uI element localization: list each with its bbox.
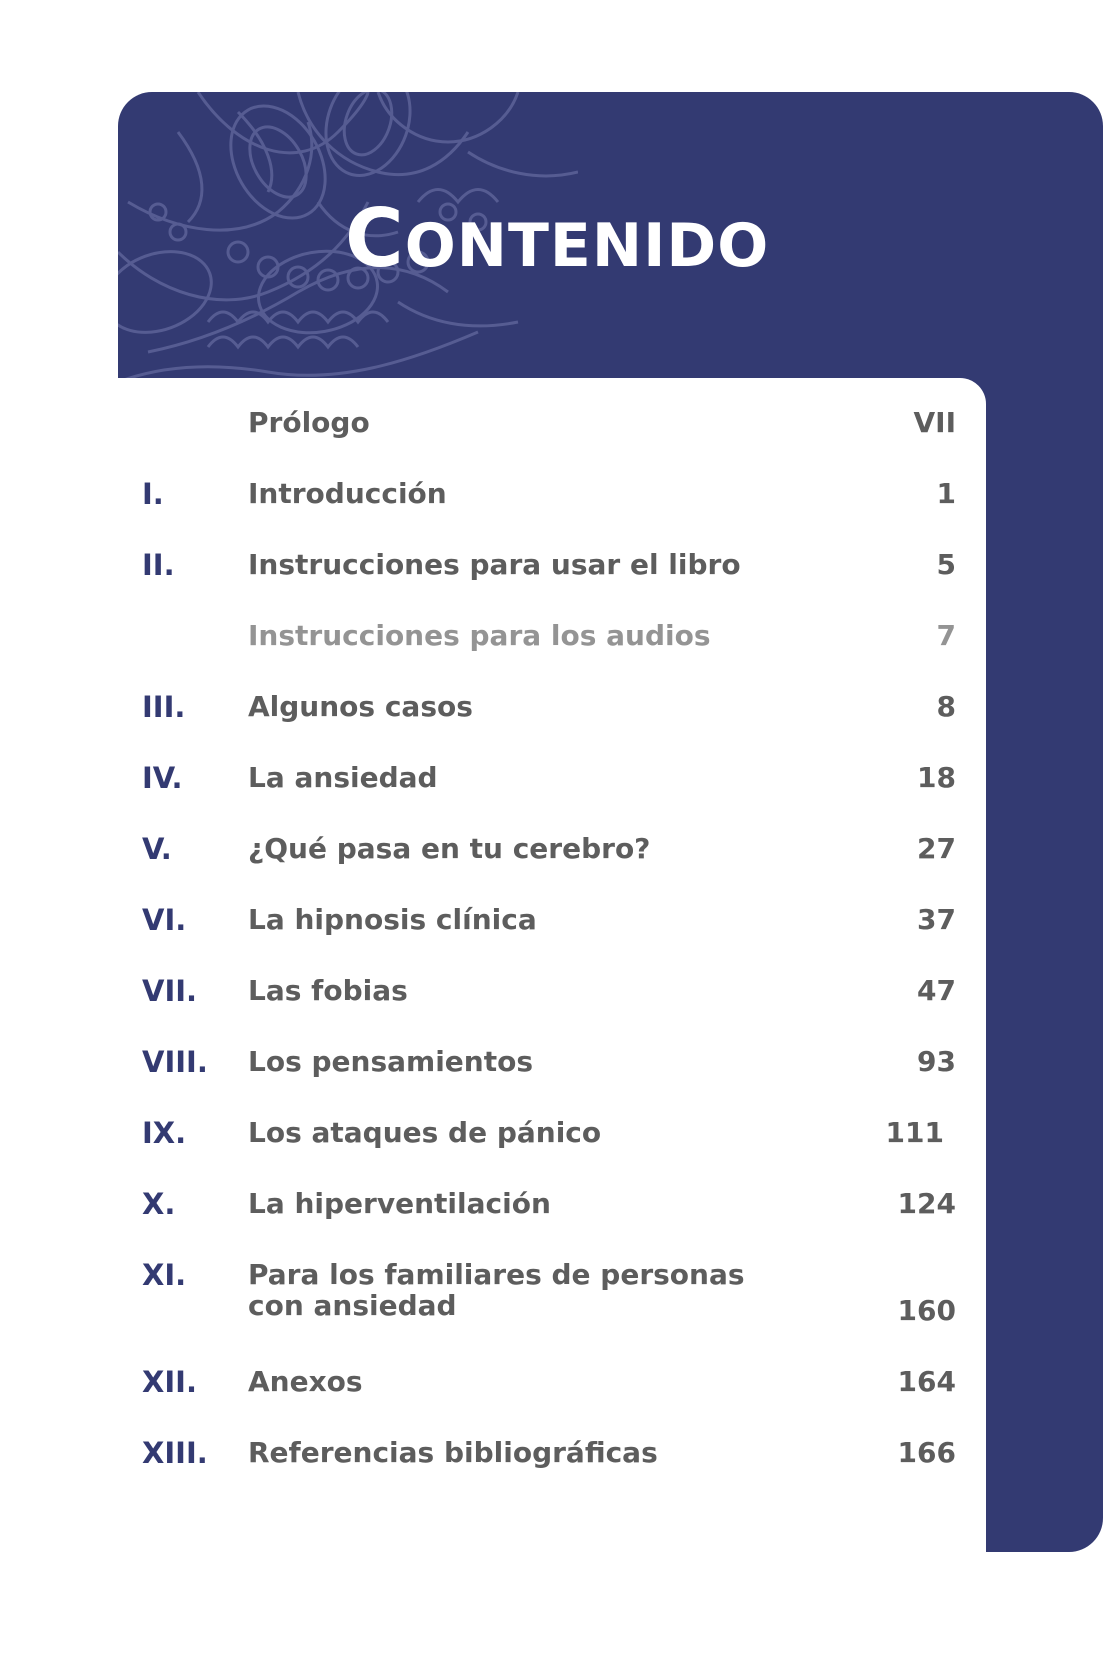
toc-item[interactable] [118, 548, 986, 588]
chapter-number: X. [142, 1187, 176, 1221]
chapter-title: La hiperventilación [248, 1187, 551, 1220]
toc-item[interactable] [118, 619, 986, 659]
toc-item[interactable] [118, 903, 986, 943]
page-number: 37 [917, 903, 956, 936]
toc-item[interactable] [118, 690, 986, 730]
chapter-number: VII. [142, 974, 198, 1008]
title-rest: ONTENIDO [404, 211, 770, 281]
toc-item[interactable] [118, 974, 986, 1014]
toc-item[interactable] [118, 1045, 986, 1085]
chapter-title: Instrucciones para usar el libro [248, 548, 741, 581]
chapter-number: VIII. [142, 1045, 208, 1079]
chapter-title: Instrucciones para los audios [248, 619, 711, 652]
toc-item[interactable] [118, 406, 986, 446]
page-number: VII [913, 406, 956, 439]
chapter-title: Anexos [248, 1365, 363, 1398]
page-number: 18 [917, 761, 956, 794]
chapter-title: Introducción [248, 477, 447, 510]
page-number: 166 [897, 1436, 956, 1469]
chapter-title: Referencias bibliográficas [248, 1436, 658, 1469]
page-number: 160 [897, 1294, 956, 1327]
chapter-title [248, 1258, 745, 1322]
toc-item[interactable] [118, 832, 986, 872]
chapter-title: Algunos casos [248, 690, 473, 723]
chapter-number: XIII. [142, 1436, 208, 1470]
page-number: 1 [936, 477, 956, 510]
chapter-number: XI. [142, 1258, 187, 1292]
chapter-title: La hipnosis clínica [248, 903, 537, 936]
chapter-title-line2: con ansiedad [248, 1289, 457, 1322]
page-title [345, 192, 769, 285]
chapter-number: XII. [142, 1365, 197, 1399]
toc-item[interactable] [118, 1187, 986, 1227]
chapter-title: Prólogo [248, 406, 370, 439]
chapter-title: ¿Qué pasa en tu cerebro? [248, 832, 651, 865]
toc-item[interactable] [118, 1436, 986, 1476]
toc-item[interactable] [118, 1116, 986, 1156]
chapter-number: VI. [142, 903, 187, 937]
chapter-title-line1: Para los familiares de personas [248, 1258, 745, 1291]
page-number: 7 [936, 619, 956, 652]
chapter-number: V. [142, 832, 172, 866]
page-number: 8 [936, 690, 956, 723]
chapter-title: Los pensamientos [248, 1045, 534, 1078]
page-number: 124 [897, 1187, 956, 1220]
toc-item[interactable] [118, 761, 986, 801]
page-number: 47 [917, 974, 956, 1007]
page-number: 27 [917, 832, 956, 865]
chapter-number: III. [142, 690, 186, 724]
chapter-title: Las fobias [248, 974, 408, 1007]
page-number: 111 [885, 1116, 944, 1149]
chapter-title: Los ataques de pánico [248, 1116, 602, 1149]
title-initial: C [345, 192, 405, 285]
chapter-number: I. [142, 477, 164, 511]
toc-card [118, 378, 986, 1554]
toc-item[interactable] [118, 1365, 986, 1405]
chapter-number: II. [142, 548, 175, 582]
page-number: 164 [897, 1365, 956, 1398]
chapter-number: IV. [142, 761, 183, 795]
page-number: 93 [917, 1045, 956, 1078]
page-number: 5 [936, 548, 956, 581]
toc-item[interactable] [118, 477, 986, 517]
chapter-title: La ansiedad [248, 761, 438, 794]
toc-item[interactable] [118, 1258, 986, 1334]
chapter-number: IX. [142, 1116, 187, 1150]
